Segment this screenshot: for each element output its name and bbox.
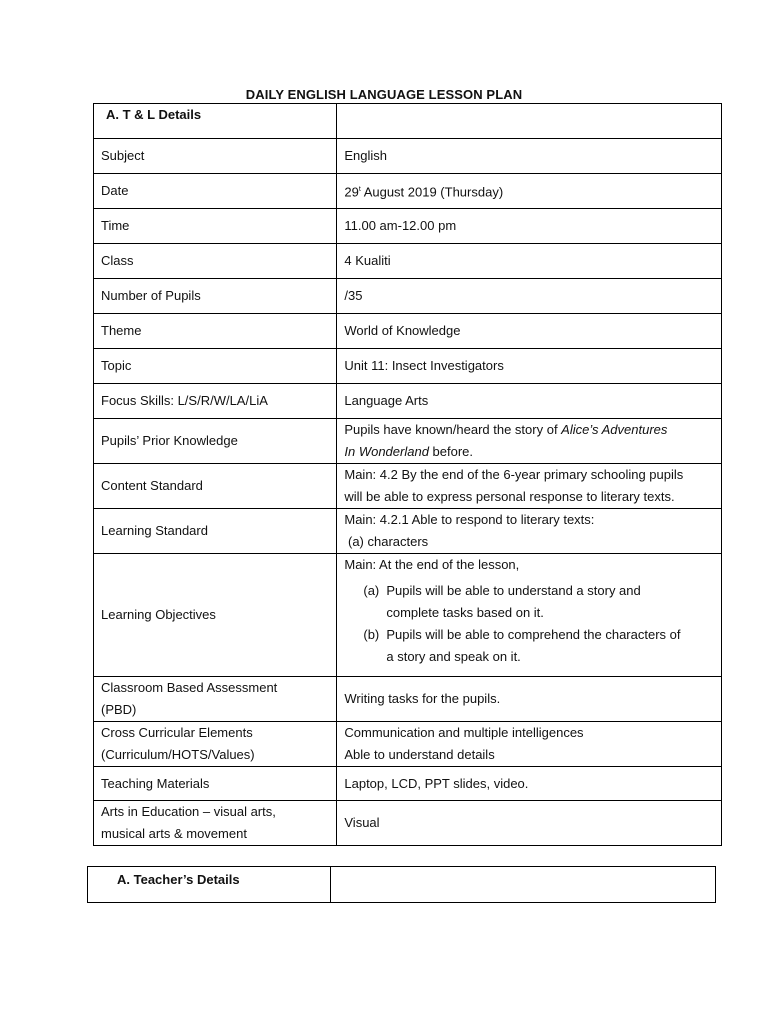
table-row [94,801,722,846]
table-header-row [94,104,722,139]
prior-knowledge-text: Pupils have known/heard the story of [344,422,562,437]
date-day: 29 [344,184,359,200]
tl-details-header: A. T & L Details [94,104,337,139]
cross-curricular-value-line-2: Able to understand details [344,747,495,762]
teacher-details-blank [331,867,716,903]
assessment-label-line-1: Classroom Based Assessment [101,680,278,695]
table-row [94,349,722,384]
cross-curricular-label-line-2: (Curriculum/HOTS/Values) [101,747,255,762]
objective-line-1: Pupils will be able to comprehend the characters of [386,627,681,642]
focus-skills-value: Language Arts [337,384,722,419]
subject-value: English [337,139,722,174]
objective-line-1: Pupils will be able to understand a story and [386,583,641,598]
table-row [94,244,722,279]
cross-curricular-value [337,722,722,767]
pupils-label: Number of Pupils [94,279,337,314]
assessment-label-line-2: (PBD) [101,702,137,717]
content-standard-label: Content Standard [94,464,337,509]
cross-curricular-label-line-1: Cross Curricular Elements [101,725,253,740]
date-label: Date [94,174,337,209]
content-standard-value [337,464,722,509]
objective-marker: (a) [363,583,380,598]
table-row [94,722,722,767]
pupils-value: /35 [337,279,722,314]
time-value: 11.00 am-12.00 pm [337,209,722,244]
table-row [94,464,722,509]
class-label: Class [94,244,337,279]
learning-standard-line-2: (a) characters [344,534,429,549]
table-row [94,384,722,419]
table-row [94,509,722,554]
learning-objectives-label: Learning Objectives [94,554,337,677]
learning-objectives-intro: Main: At the end of the lesson, [344,557,520,572]
tl-details-header-blank [337,104,722,139]
prior-knowledge-title-1: Alice’s Adventures [561,422,668,437]
theme-label: Theme [94,314,337,349]
objective-line-2: complete tasks based on it. [386,605,544,620]
teacher-details-table [87,866,716,903]
date-sup: t [358,185,361,193]
objective-marker: (b) [363,627,380,642]
assessment-label [94,677,337,722]
learning-standard-line-1: Main: 4.2.1 Able to respond to literary texts: [344,512,595,527]
date-rest: August 2019 (Thursday) [360,184,504,200]
objective-line-2: a story and speak on it. [386,649,521,664]
cross-curricular-value-line-1: Communication and multiple intelligences [344,725,584,740]
topic-label: Topic [94,349,337,384]
topic-value: Unit 11: Insect Investigators [337,349,722,384]
table-row [94,279,722,314]
teacher-details-header: A. Teacher’s Details [88,867,331,903]
content-standard-line-2: will be able to express personal response to literary texts. [344,489,675,504]
subject-label: Subject [94,139,337,174]
prior-knowledge-title-2: In Wonderland [344,444,429,459]
tl-details-table [93,103,722,846]
table-row [94,314,722,349]
assessment-value: Writing tasks for the pupils. [337,677,722,722]
table-row [94,139,722,174]
table-row [94,174,722,209]
teaching-materials-value: Laptop, LCD, PPT slides, video. [337,767,722,801]
teaching-materials-label: Teaching Materials [94,767,337,801]
table-header-row [88,867,716,903]
learning-objectives-value [337,554,722,677]
arts-label [94,801,337,846]
learning-standard-value [337,509,722,554]
table-row [94,419,722,464]
prior-knowledge-value [337,419,722,464]
focus-skills-label: Focus Skills: L/S/R/W/LA/LiA [94,384,337,419]
time-label: Time [94,209,337,244]
learning-standard-label: Learning Standard [94,509,337,554]
objectives-list [344,580,721,668]
arts-label-line-1: Arts in Education – visual arts, [101,804,276,819]
list-item [344,624,721,668]
arts-value: Visual [337,801,722,846]
theme-value: World of Knowledge [337,314,722,349]
list-item [344,580,721,624]
page-title: DAILY ENGLISH LANGUAGE LESSON PLAN [245,87,523,102]
content-standard-line-1: Main: 4.2 By the end of the 6-year primary schooling pupils [344,467,684,482]
table-row [94,677,722,722]
table-row [94,554,722,677]
date-value [337,174,722,209]
prior-knowledge-label: Pupils’ Prior Knowledge [94,419,337,464]
prior-knowledge-after: before. [428,444,474,459]
table-row [94,767,722,801]
class-value: 4 Kualiti [337,244,722,279]
table-row [94,209,722,244]
cross-curricular-label [94,722,337,767]
arts-label-line-2: musical arts & movement [101,826,247,841]
